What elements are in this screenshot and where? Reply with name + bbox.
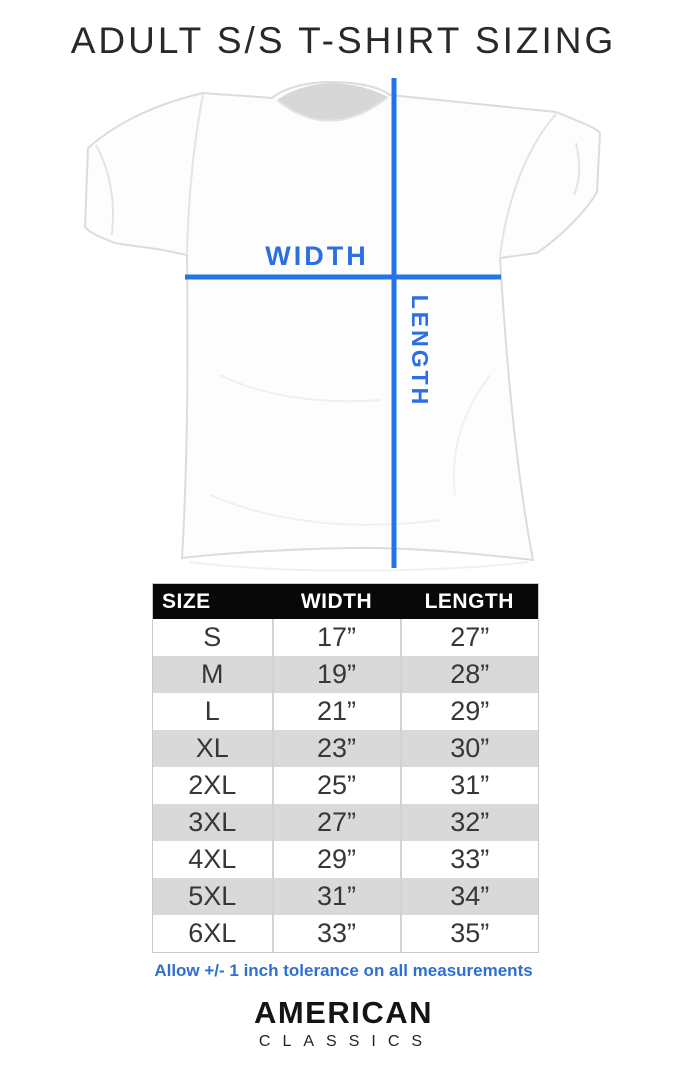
tshirt-illustration xyxy=(60,75,630,580)
size-cell: XL xyxy=(153,730,273,767)
table-row xyxy=(153,878,539,915)
size-cell: 6XL xyxy=(153,915,273,953)
length-cell: 34” xyxy=(450,881,490,911)
table-row xyxy=(153,730,539,767)
size-cell: 5XL xyxy=(153,878,273,915)
header-size: SIZE xyxy=(153,584,273,620)
table-row xyxy=(153,841,539,878)
length-cell: 31” xyxy=(450,770,490,800)
width-cell: 21” xyxy=(273,693,401,730)
width-cell: 31” xyxy=(273,878,401,915)
table-row xyxy=(153,656,539,693)
table-row xyxy=(153,804,539,841)
length-cell: 32” xyxy=(450,807,490,837)
table-header-row xyxy=(153,584,539,620)
size-cell: 2XL xyxy=(153,767,273,804)
length-cell: 27” xyxy=(450,622,490,652)
length-label: LENGTH xyxy=(407,294,433,408)
size-cell: M xyxy=(153,656,273,693)
length-cell: 30” xyxy=(450,733,490,763)
width-cell: 23” xyxy=(273,730,401,767)
header-length: LENGTH xyxy=(401,584,539,620)
width-cell: 27” xyxy=(273,804,401,841)
size-cell: L xyxy=(153,693,273,730)
table-row xyxy=(153,693,539,730)
size-cell: S xyxy=(153,619,273,656)
tshirt-diagram xyxy=(60,75,630,580)
width-cell: 33” xyxy=(273,915,401,953)
width-cell: 29” xyxy=(273,841,401,878)
width-cell: 25” xyxy=(273,767,401,804)
length-cell: 35” xyxy=(450,918,490,948)
brand-name-american: AMERICAN xyxy=(253,995,434,1030)
length-cell: 29” xyxy=(450,696,490,726)
brand-logo xyxy=(0,997,687,1051)
tolerance-note: Allow +/- 1 inch tolerance on all measurements xyxy=(154,961,533,980)
brand-name-classics: CLASSICS xyxy=(258,1032,435,1050)
width-cell: 19” xyxy=(273,656,401,693)
width-label: WIDTH xyxy=(265,241,369,271)
table-row xyxy=(153,915,539,953)
length-cell: 33” xyxy=(450,844,490,874)
size-table xyxy=(152,583,539,953)
size-cell: 4XL xyxy=(153,841,273,878)
table-row xyxy=(153,767,539,804)
length-cell: 28” xyxy=(450,659,490,689)
width-cell: 17” xyxy=(273,619,401,656)
table-row xyxy=(153,619,539,656)
tshirt-silhouette xyxy=(85,82,600,560)
page-title: ADULT S/S T-SHIRT SIZING xyxy=(70,20,617,61)
header-width: WIDTH xyxy=(273,584,401,620)
hem-shadow xyxy=(190,562,528,571)
size-cell: 3XL xyxy=(153,804,273,841)
